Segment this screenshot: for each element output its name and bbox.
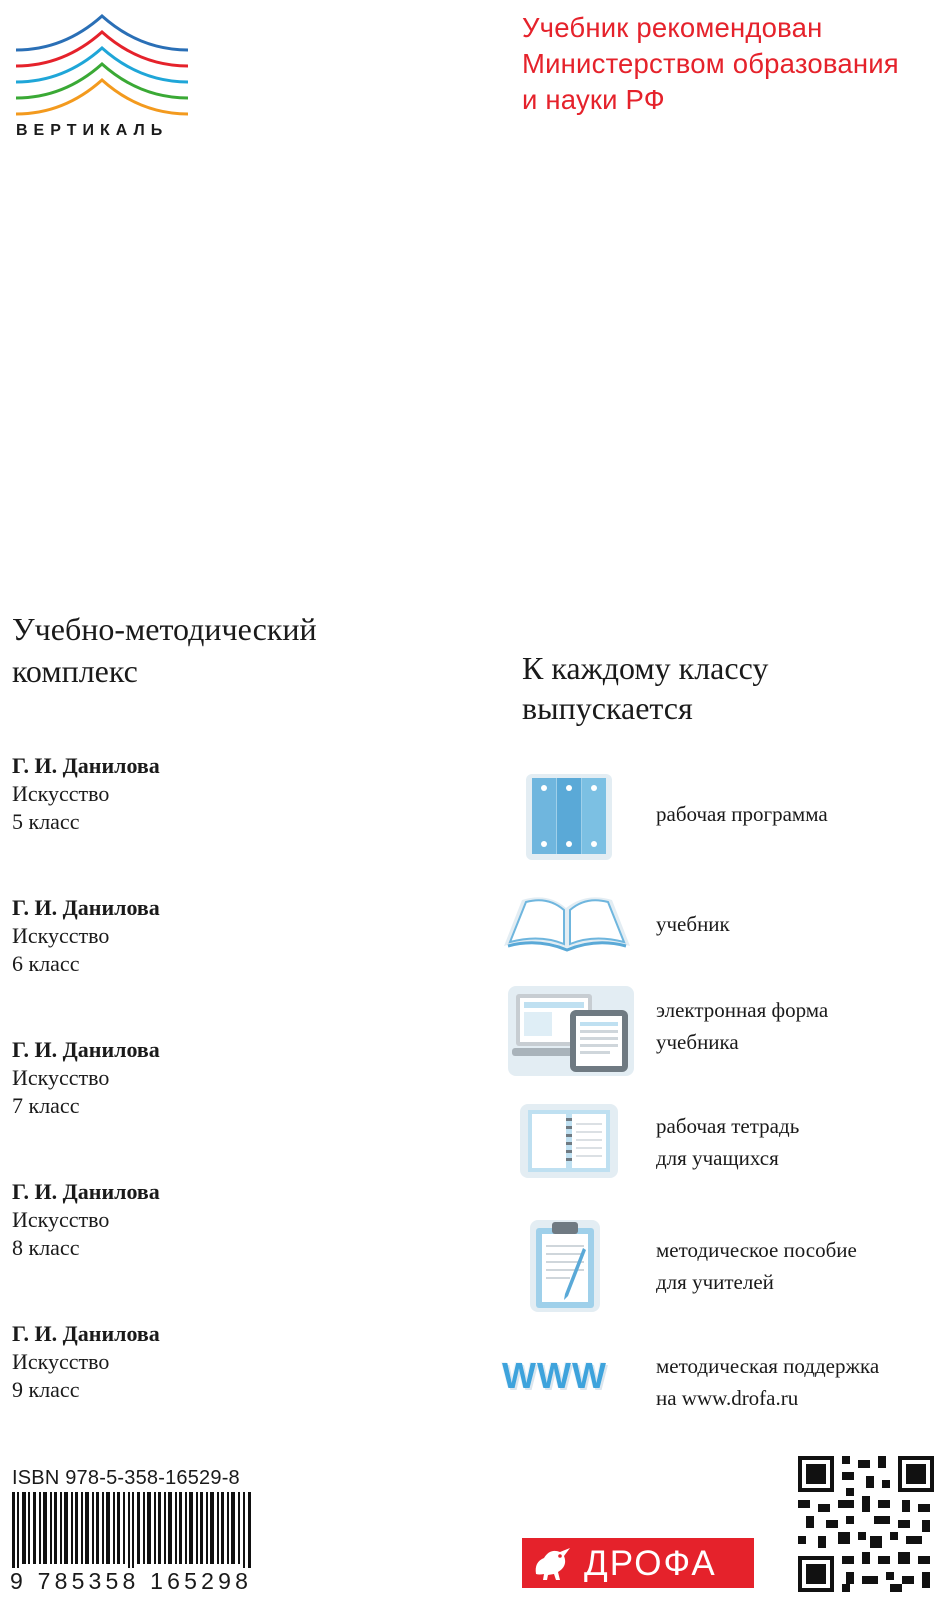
book-author: Г. И. Данилова xyxy=(12,753,160,778)
recommend-line: и науки РФ xyxy=(522,84,665,115)
item-label-line: электронная форма xyxy=(656,998,829,1022)
each-grade-title xyxy=(522,648,940,728)
item-label-work-program xyxy=(656,798,940,830)
qr-code-icon xyxy=(798,1456,934,1592)
item-label-line: рабочая тетрадь xyxy=(656,1114,800,1138)
book-subject: Искусство xyxy=(12,781,110,806)
item-label-line: методическое пособие xyxy=(656,1238,857,1262)
book-author: Г. И. Данилова xyxy=(12,1179,160,1204)
umk-title xyxy=(12,608,432,692)
item-label-line: учебник xyxy=(656,912,730,936)
recommend-line: Учебник рекомендован xyxy=(522,12,823,43)
book-grade: 9 класс xyxy=(12,1377,80,1402)
book-grade: 6 класс xyxy=(12,951,80,976)
book-author: Г. И. Данилова xyxy=(12,1037,160,1062)
www-icon-text: WWW xyxy=(502,1355,607,1396)
open-book-icon xyxy=(500,888,634,957)
item-label-line: методическая поддержка xyxy=(656,1354,880,1378)
umk-title-line: комплекс xyxy=(12,653,138,689)
each-title-line: К каждому классу xyxy=(522,650,769,686)
drofa-publisher-logo xyxy=(522,1538,754,1588)
each-title-line: выпускается xyxy=(522,690,693,726)
book-author: Г. И. Данилова xyxy=(12,895,160,920)
item-label-teacher-guide xyxy=(656,1234,940,1298)
book-grade: 5 класс xyxy=(12,809,80,834)
logo-arches-icon xyxy=(14,14,190,118)
item-label-textbook xyxy=(656,908,940,940)
item-label-workbook xyxy=(656,1110,940,1174)
book-entry-8 xyxy=(12,1178,412,1262)
book-subject: Искусство xyxy=(12,1207,110,1232)
recommend-line: Министерством образования xyxy=(522,48,899,79)
publisher-name: ДРОФА xyxy=(584,1544,717,1583)
item-label-line: на www.drofa.ru xyxy=(656,1386,799,1410)
clipboard-icon xyxy=(530,1216,600,1317)
item-label-online-support xyxy=(656,1350,940,1414)
isbn-label: ISBN 978-5-358-16529-8 xyxy=(12,1467,240,1489)
book-grade: 7 класс xyxy=(12,1093,80,1118)
book-subject: Искусство xyxy=(12,923,110,948)
item-label-e-form xyxy=(656,994,940,1058)
barcode-digits: 9 785358 165298 xyxy=(10,1568,253,1594)
item-label-line: для учащихся xyxy=(656,1146,779,1170)
ministry-recommendation xyxy=(522,10,940,118)
barcode-icon xyxy=(12,1492,252,1572)
vertikal-logo xyxy=(14,14,190,144)
binders-icon xyxy=(524,772,614,867)
book-subject: Искусство xyxy=(12,1065,110,1090)
book-entry-5 xyxy=(12,752,412,836)
item-label-line: учебника xyxy=(656,1030,739,1054)
www-icon xyxy=(502,1356,622,1396)
laptop-tablet-icon xyxy=(508,986,634,1081)
item-label-line: рабочая программа xyxy=(656,802,828,826)
book-author: Г. И. Данилова xyxy=(12,1321,160,1346)
notebook-icon xyxy=(520,1104,618,1183)
item-label-line: для учителей xyxy=(656,1270,774,1294)
book-entry-9 xyxy=(12,1320,412,1404)
umk-title-line: Учебно-методический xyxy=(12,611,317,647)
book-entry-7 xyxy=(12,1036,412,1120)
logo-text: ВЕРТИКАЛЬ xyxy=(16,122,169,139)
book-grade: 8 класс xyxy=(12,1235,80,1260)
book-subject: Искусство xyxy=(12,1349,110,1374)
book-entry-6 xyxy=(12,894,412,978)
bird-icon xyxy=(530,1544,576,1582)
